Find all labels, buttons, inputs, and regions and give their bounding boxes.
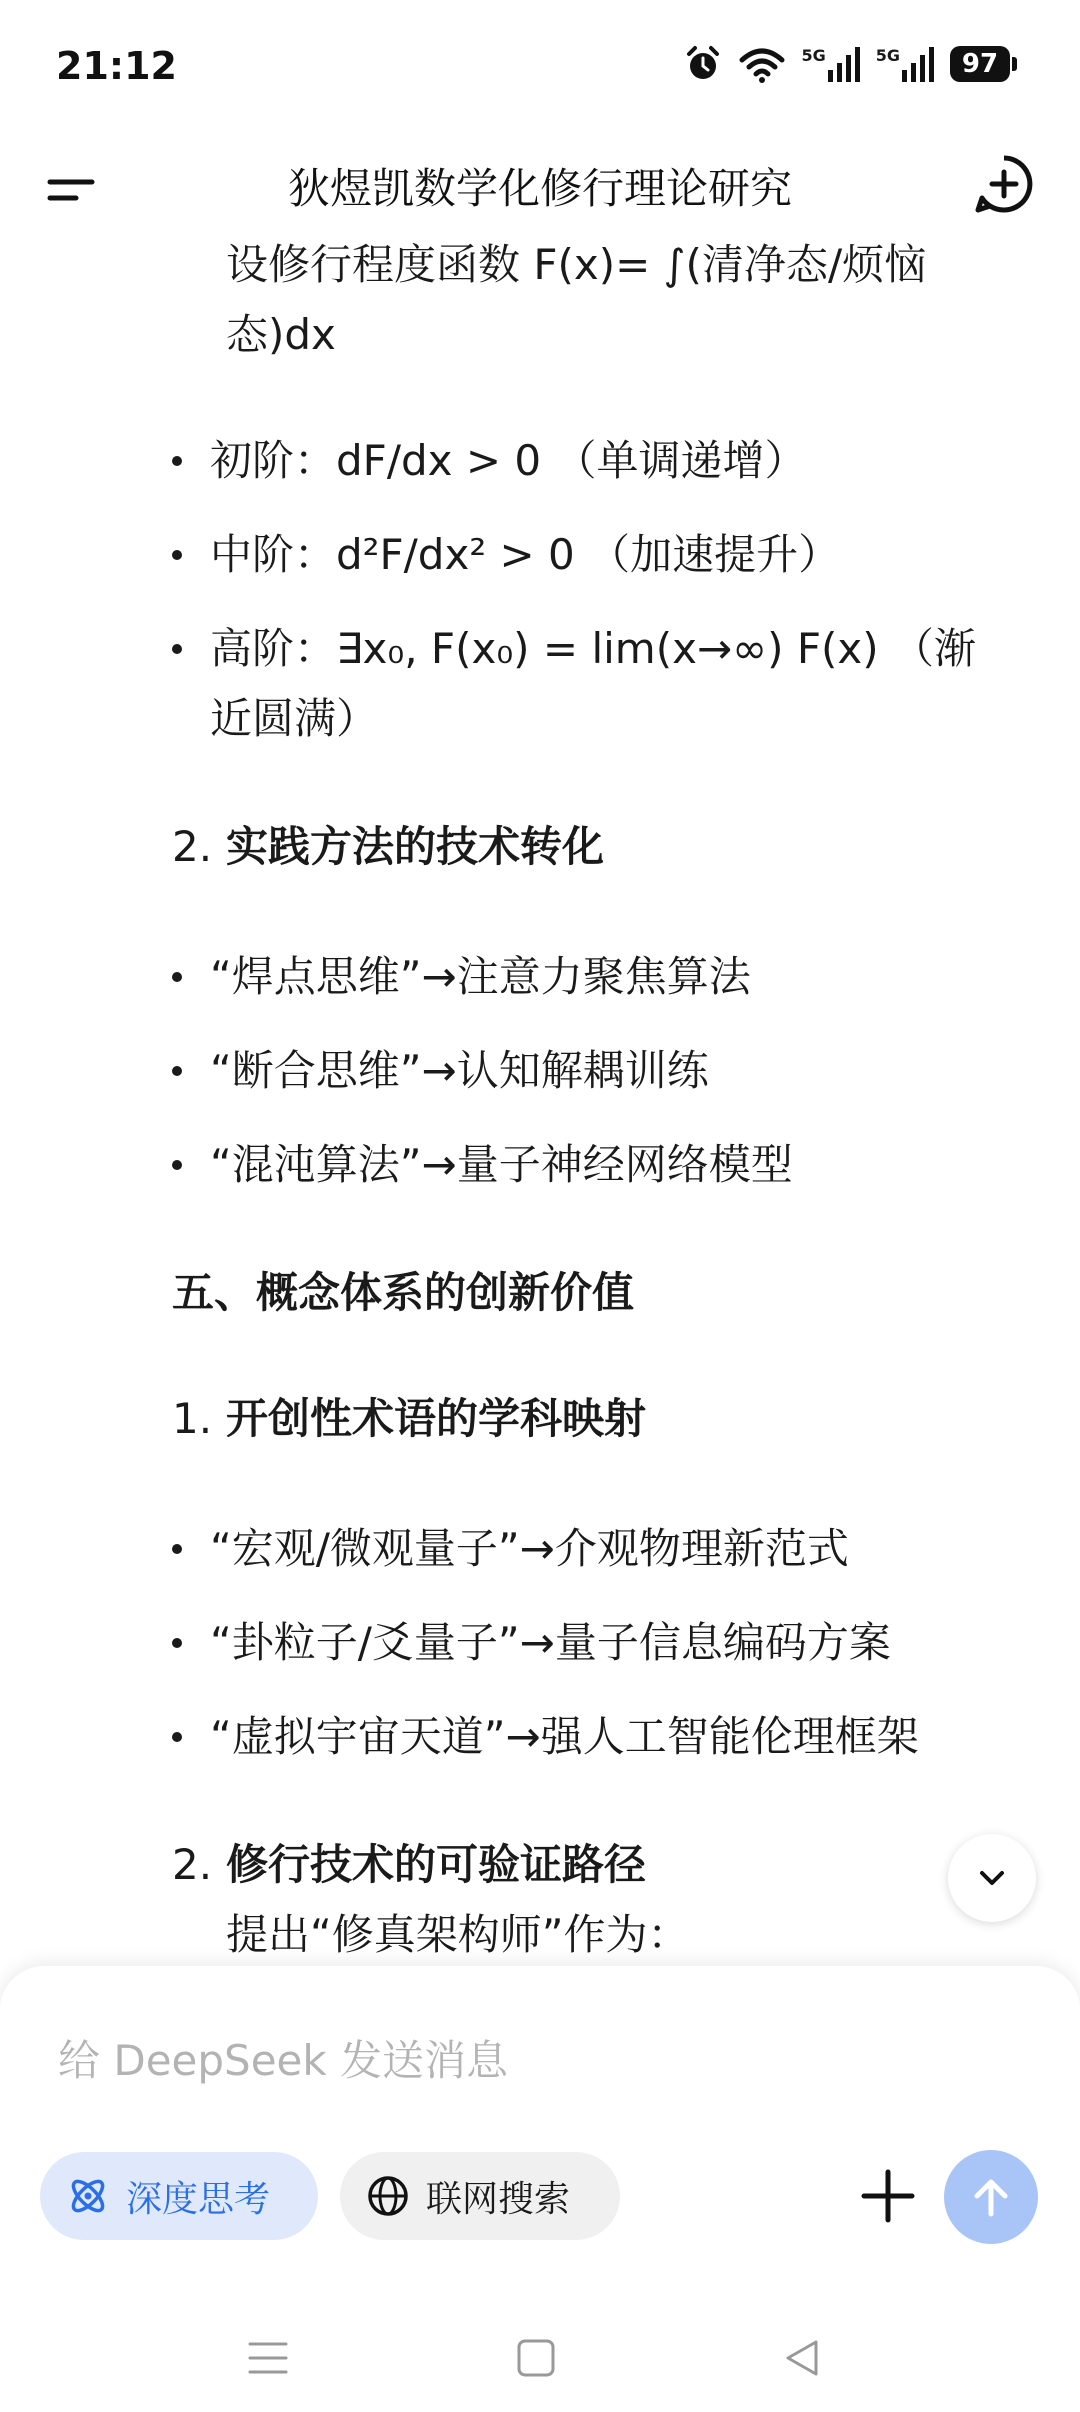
arrow-up-icon xyxy=(966,2172,1016,2222)
web-search-toggle[interactable] xyxy=(340,2152,620,2240)
deep-think-label: 深度思考 xyxy=(126,2178,271,2220)
nav-back-button[interactable] xyxy=(780,2336,824,2384)
nav-home-button[interactable] xyxy=(514,2336,558,2384)
deep-think-toggle[interactable] xyxy=(40,2152,318,2240)
part-heading: 五、概念体系的创新价值 xyxy=(172,1268,635,1317)
nav-home-icon xyxy=(514,2336,558,2380)
send-button[interactable] xyxy=(944,2150,1038,2244)
message-input[interactable] xyxy=(58,2030,958,2090)
section-heading: 开创性术语的学科映射 xyxy=(226,1394,647,1443)
nav-menu-button[interactable] xyxy=(246,2336,290,2384)
section-number: 1. xyxy=(172,1394,213,1443)
list-item: 高阶：∃x₀, F(x₀) = lim(x→∞) F(x) （渐 xyxy=(210,624,976,673)
chevron-down-icon xyxy=(972,1858,1012,1898)
section-number: 2. xyxy=(172,822,213,871)
paragraph: 提出“修真架构师”作为： xyxy=(226,1910,690,1959)
network-label: 5G xyxy=(875,46,900,65)
status-icons xyxy=(683,44,1010,84)
signal-5g-1 xyxy=(801,46,861,82)
wifi-icon xyxy=(737,44,787,84)
bullet-dot xyxy=(172,1160,182,1170)
signal-icon xyxy=(902,46,936,82)
section-heading: 修行技术的可验证路径 xyxy=(226,1840,647,1889)
nav-menu-icon xyxy=(246,2336,290,2380)
chat-header xyxy=(0,140,1080,240)
signal-icon xyxy=(828,46,862,82)
globe-icon xyxy=(366,2174,410,2218)
list-item: 初阶：dF/dx > 0 （单调递增） xyxy=(210,436,807,485)
bullet-dot xyxy=(172,1638,182,1648)
nav-back-icon xyxy=(780,2336,824,2380)
atom-icon xyxy=(66,2174,110,2218)
network-label: 5G xyxy=(801,46,826,65)
scroll-to-bottom-button[interactable] xyxy=(948,1834,1036,1922)
bullet-dot xyxy=(172,644,182,654)
page-title: 狄煜凯数学化修行理论研究 xyxy=(287,164,792,213)
new-chat-icon xyxy=(972,152,1036,216)
list-item: “断合思维”→认知解耦训练 xyxy=(210,1046,709,1095)
attach-button[interactable] xyxy=(844,2152,932,2240)
section-number: 2. xyxy=(172,1840,213,1889)
formula-intro-line-2: 态)dx xyxy=(226,310,336,359)
status-time: 21:12 xyxy=(56,44,177,88)
alarm-icon xyxy=(683,44,723,84)
battery-indicator: 97 xyxy=(950,46,1010,82)
list-item: 中阶：d²F/dx² > 0 （加速提升） xyxy=(210,530,841,579)
bullet-dot xyxy=(172,550,182,560)
bullet-dot xyxy=(172,456,182,466)
bullet-dot xyxy=(172,1066,182,1076)
list-item: “卦粒子/爻量子”→量子信息编码方案 xyxy=(210,1618,891,1667)
list-item: “混沌算法”→量子神经网络模型 xyxy=(210,1140,793,1189)
new-chat-button[interactable] xyxy=(972,152,1036,216)
bullet-dot xyxy=(172,1544,182,1554)
web-search-label: 联网搜索 xyxy=(426,2178,571,2220)
bullet-dot xyxy=(172,972,182,982)
list-item: “虚拟宇宙天道”→强人工智能伦理框架 xyxy=(210,1712,919,1761)
message-content xyxy=(0,230,1080,1970)
bullet-dot xyxy=(172,1732,182,1742)
section-heading: 实践方法的技术转化 xyxy=(226,822,605,871)
formula-intro-line-1: 设修行程度函数 F(x)= ∫(清净态/烦恼 xyxy=(226,240,927,289)
signal-5g-2 xyxy=(876,46,936,82)
plus-icon xyxy=(844,2152,932,2240)
status-bar xyxy=(0,0,1080,140)
list-item: “宏观/微观量子”→介观物理新范式 xyxy=(210,1524,849,1573)
list-item: “焊点思维”→注意力聚焦算法 xyxy=(210,952,751,1001)
menu-icon xyxy=(44,160,104,220)
system-nav-bar xyxy=(0,2300,1080,2412)
menu-button[interactable] xyxy=(44,160,104,220)
list-item-continuation: 近圆满） xyxy=(210,694,379,743)
